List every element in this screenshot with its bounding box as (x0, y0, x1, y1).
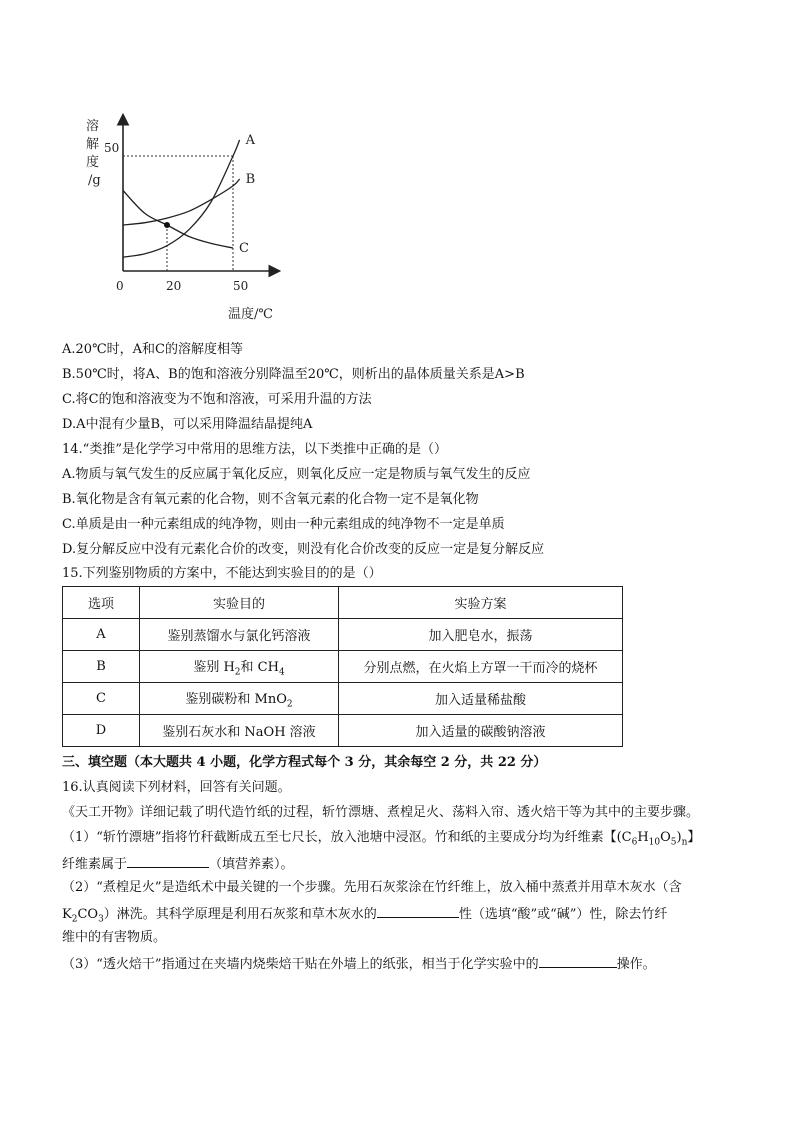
row-option: B (63, 651, 140, 683)
q16-part3: （3）“透火焙干”指通过在夹墙内烧柴焙干贴在外墙上的纸张，相当于化学实验中的 操作。 (62, 957, 656, 972)
header-plan: 实验方案 (339, 587, 623, 619)
curve-label-b: B (245, 172, 256, 187)
header-purpose: 实验目的 (140, 587, 339, 619)
q13-option-a: A.20℃时，A和C的溶解度相等 (62, 342, 243, 357)
table-row (63, 683, 623, 715)
row-plan: 加入肥皂水，振荡 (339, 619, 623, 651)
table-header-row (63, 587, 623, 619)
header-option: 选项 (63, 587, 140, 619)
q14-option-a: A.物质与氧气发生的反应属于氧化反应，则氧化反应一定是物质与氧气发生的反应 (62, 467, 531, 482)
section-title: 三、填空题（本大题共 4 小题，化学方程式每个 3 分，其余每空 2 分，共 22 分） (62, 755, 547, 770)
q13-option-d: D.A中混有少量B，可以采用降温结晶提纯A (62, 417, 313, 432)
y-tick-50: 50 (104, 141, 120, 155)
row-purpose: 鉴别石灰水和 NaOH 溶液 (140, 715, 339, 747)
row-option: C (63, 683, 140, 715)
q16-material: 《天工开物》详细记载了明代造竹纸的过程，斩竹漂塘、煮楻足火、荡料入帘、透火焙干等为其中的主要步骤。 (62, 805, 700, 820)
q14-option-d: D.复分解反应中没有元素化合价的改变，则没有化合价改变的反应一定是复分解反应 (62, 542, 545, 557)
intersection-point (164, 222, 170, 228)
curve-a (123, 140, 240, 257)
table-row (63, 715, 623, 747)
curve-b (123, 179, 240, 225)
q16-part2-line3: 维中的有害物质。 (62, 930, 167, 945)
row-option: D (63, 715, 140, 747)
q16-part2-line1: （2）“煮楻足火”是造纸术中最关键的一个步骤。先用石灰浆涂在竹纤维上，放入桶中蒸煮并用草木灰水（含 (62, 880, 682, 895)
q16-part1-line1: （1）“斩竹漂塘”指将竹秆截断成五至七尺长，放入池塘中浸沤。竹和纸的主要成分均为纤维素【$(C_6H_{10}O_5)_n$】 (62, 830, 701, 848)
row-purpose: 鉴别 $H_2$和 $CH_4$ (140, 651, 339, 683)
q16-part2-line2: $K_2CO_3$）淋洗。其科学原理是利用石灰浆和草木灰水的 性（选填“酸”或“碱”）性，除去竹纤 (62, 907, 668, 925)
x-axis-label: 温度/℃ (228, 307, 273, 322)
q15-table (62, 586, 623, 747)
solubility-chart (78, 108, 288, 328)
q14-stem: 14.“类推”是化学学习中常用的思维方法，以下类推中正确的是（） (62, 442, 447, 457)
y-label-char-2: 解 (86, 137, 100, 152)
row-plan: 加入适量的碳酸钠溶液 (339, 715, 623, 747)
answer-blank-3[interactable] (539, 955, 617, 968)
row-option: A (63, 619, 140, 651)
q13-option-c: C.将C的饱和溶液变为不饱和溶液，可采用升温的方法 (62, 392, 372, 407)
table-row (63, 619, 623, 651)
x-tick-0: 0 (116, 279, 124, 293)
q16-stem: 16.认真阅读下列材料，回答有关问题。 (62, 780, 291, 795)
x-tick-20: 20 (166, 279, 182, 293)
row-purpose: 鉴别蒸馏水与氯化钙溶液 (140, 619, 339, 651)
y-label-char-1: 溶 (86, 119, 100, 134)
table-row (63, 651, 623, 683)
q15-stem: 15.下列鉴别物质的方案中，不能达到实验目的的是（） (62, 566, 382, 581)
row-purpose: 鉴别碳粉和 MnO$_2$ (140, 683, 339, 715)
curve-label-a: A (245, 132, 255, 148)
q16-part1-line2: 纤维素属于 （填营养素）。 (62, 857, 294, 872)
curve-label-c: C (239, 241, 249, 256)
row-plan: 加入适量稀盐酸 (339, 683, 623, 715)
x-tick-50: 50 (233, 279, 249, 293)
q14-option-c: C.单质是由一种元素组成的纯净物，则由一种元素组成的纯净物不一定是单质 (62, 517, 505, 532)
q14-option-b: B.氧化物是含有氧元素的化合物，则不含氧元素的化合物一定不是氧化物 (62, 492, 479, 507)
q13-option-b: B.50℃时，将A、B的饱和溶液分别降温至20℃，则析出的晶体质量关系是A>B (62, 367, 525, 382)
y-label-char-3: 度 (86, 155, 100, 170)
answer-blank-1[interactable] (127, 855, 209, 868)
y-label-char-4: /g (88, 173, 101, 188)
row-plan: 分别点燃，在火焰上方罩一干而冷的烧杯 (339, 651, 623, 683)
answer-blank-2[interactable] (377, 905, 459, 918)
